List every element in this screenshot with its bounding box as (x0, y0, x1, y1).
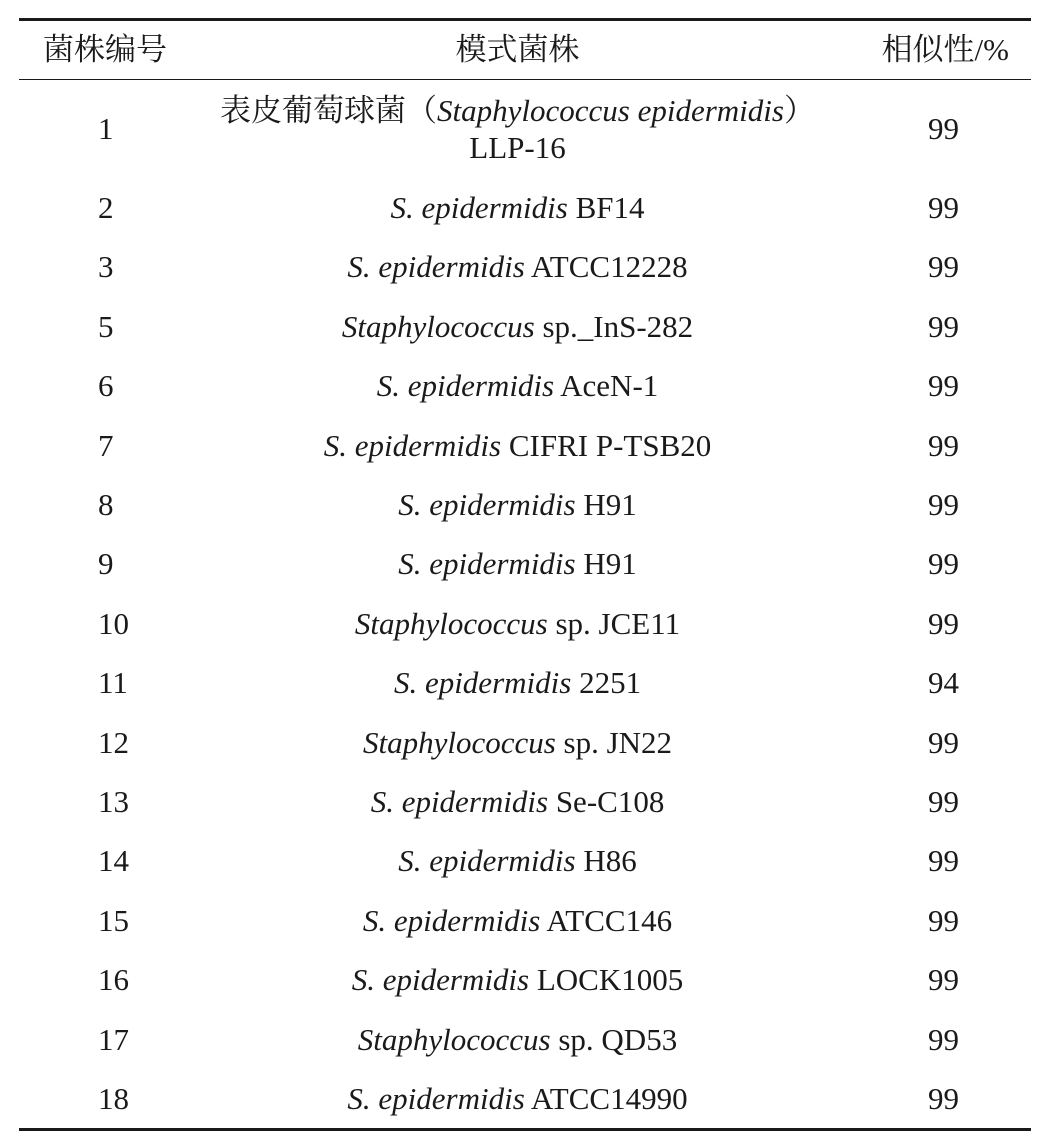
header-similarity: 相似性/% (881, 32, 1009, 68)
strain-designation: 2251 (571, 665, 642, 701)
cell-similarity: 99 (928, 546, 959, 582)
table-row (19, 891, 1031, 950)
table-row (19, 1069, 1031, 1130)
cell-type-strain (194, 1009, 841, 1068)
cell-strain-no: 12 (98, 724, 129, 760)
cell-type-strain (194, 891, 841, 950)
species-name: Staphylococcus (362, 724, 556, 760)
table-row (19, 416, 1031, 475)
cell-type-strain (194, 653, 841, 712)
table-row (19, 653, 1031, 712)
table-row (19, 772, 1031, 831)
cell-type-strain (194, 831, 841, 890)
species-name: S. epidermidis (351, 962, 530, 998)
strain-designation: sp. JCE11 (547, 605, 681, 641)
strain-designation: ATCC146 (540, 902, 673, 938)
cell-strain-no: 9 (98, 546, 114, 582)
cell-type-strain (194, 237, 841, 296)
strain-designation: CIFRI P-TSB20 (501, 427, 712, 463)
cell-similarity: 99 (928, 190, 959, 226)
cell-type-strain (194, 416, 841, 475)
cell-strain-no: 18 (98, 1080, 129, 1116)
species-name: S. epidermidis (376, 368, 555, 404)
cell-similarity: 99 (928, 784, 959, 819)
closing-paren: ） (783, 92, 815, 128)
cell-strain-no: 15 (98, 902, 129, 938)
strain-designation: sp._InS-282 (534, 308, 694, 344)
cell-similarity: 99 (928, 249, 959, 285)
strain-designation: Se-C108 (548, 784, 665, 819)
header-type-strain: 模式菌株 (455, 32, 580, 68)
cell-type-strain (194, 80, 841, 179)
table-body (19, 80, 1031, 1130)
cell-type-strain (194, 356, 841, 415)
table-row (19, 594, 1031, 653)
cell-strain-no: 2 (98, 190, 114, 226)
species-name: S. epidermidis (398, 546, 576, 582)
strain-designation: H91 (575, 546, 637, 582)
strain-designation: AceN-1 (554, 368, 659, 404)
cell-similarity: 99 (928, 368, 959, 404)
species-name: S. epidermidis (390, 190, 568, 226)
strain-designation: LOCK1005 (529, 962, 684, 998)
table-row (19, 534, 1031, 593)
cell-strain-no: 3 (98, 249, 114, 285)
table-row (19, 178, 1031, 237)
cell-similarity: 99 (928, 111, 959, 147)
table-row (19, 1009, 1031, 1068)
cell-type-strain (194, 178, 841, 237)
species-name: S. epidermidis (398, 843, 576, 879)
cell-type-strain (194, 950, 841, 1009)
cell-similarity: 99 (928, 1080, 959, 1116)
table-row (19, 475, 1031, 534)
species-name: S. epidermidis (370, 784, 549, 819)
cell-strain-no: 14 (98, 843, 129, 879)
species-name: Staphylococcus (357, 1021, 551, 1057)
strain-designation: ATCC14990 (524, 1080, 688, 1116)
cell-similarity: 99 (928, 902, 959, 938)
cell-similarity: 99 (928, 843, 959, 879)
cell-strain-no: 17 (98, 1021, 129, 1057)
species-name: S. epidermidis (347, 249, 525, 285)
species-name: Staphylococcus (354, 605, 548, 641)
species-name: S. epidermidis (323, 427, 502, 463)
chinese-name: 表皮葡萄球菌（ (220, 92, 438, 128)
cell-type-strain (194, 772, 841, 831)
table-row (19, 356, 1031, 415)
cell-strain-no: 8 (98, 487, 114, 523)
cell-similarity: 99 (928, 605, 959, 641)
type-strain-line-2: LLP-16 (469, 130, 566, 165)
header-strain-no: 菌株编号 (43, 32, 167, 68)
table-row (19, 80, 1031, 179)
table-header (19, 20, 1031, 80)
table-row (19, 831, 1031, 890)
cell-type-strain (194, 713, 841, 772)
species-name: S. epidermidis (393, 665, 572, 701)
cell-strain-no: 13 (98, 784, 129, 819)
species-name: S. epidermidis (362, 902, 541, 938)
cell-similarity: 99 (928, 962, 959, 998)
cell-similarity: 99 (928, 308, 959, 344)
type-strain-line-1 (194, 92, 841, 129)
table-row (19, 237, 1031, 296)
table-row (19, 713, 1031, 772)
cell-type-strain (194, 475, 841, 534)
cell-similarity: 99 (928, 1021, 959, 1057)
cell-type-strain (194, 1069, 841, 1130)
species-name: S. epidermidis (347, 1080, 525, 1116)
cell-similarity: 99 (928, 724, 959, 760)
header-row (19, 20, 1031, 80)
cell-type-strain (194, 594, 841, 653)
cell-strain-no: 5 (98, 308, 114, 344)
cell-similarity: 99 (928, 487, 959, 523)
cell-similarity: 99 (928, 427, 959, 463)
strain-designation: H91 (575, 487, 637, 523)
cell-strain-no: 6 (98, 368, 114, 404)
strain-designation: sp. JN22 (555, 724, 673, 760)
species-name: S. epidermidis (398, 487, 576, 523)
cell-type-strain (194, 534, 841, 593)
cell-strain-no: 10 (98, 605, 129, 641)
table-row (19, 950, 1031, 1009)
cell-type-strain (194, 297, 841, 356)
strain-designation: ATCC12228 (524, 249, 688, 285)
cell-strain-no: 11 (98, 665, 128, 701)
cell-strain-no: 16 (98, 962, 129, 998)
cell-similarity: 94 (928, 665, 959, 701)
species-name: Staphylococcus (341, 308, 535, 344)
strain-designation: sp. QD53 (550, 1021, 678, 1057)
strain-designation: BF14 (567, 190, 645, 226)
table-row (19, 297, 1031, 356)
cell-strain-no: 7 (98, 427, 114, 463)
strain-similarity-table (19, 18, 1031, 1131)
species-name: Staphylococcus epidermidis (437, 92, 784, 128)
strain-table-container (19, 18, 1031, 1131)
strain-designation: H86 (575, 843, 637, 879)
cell-strain-no: 1 (98, 111, 114, 147)
